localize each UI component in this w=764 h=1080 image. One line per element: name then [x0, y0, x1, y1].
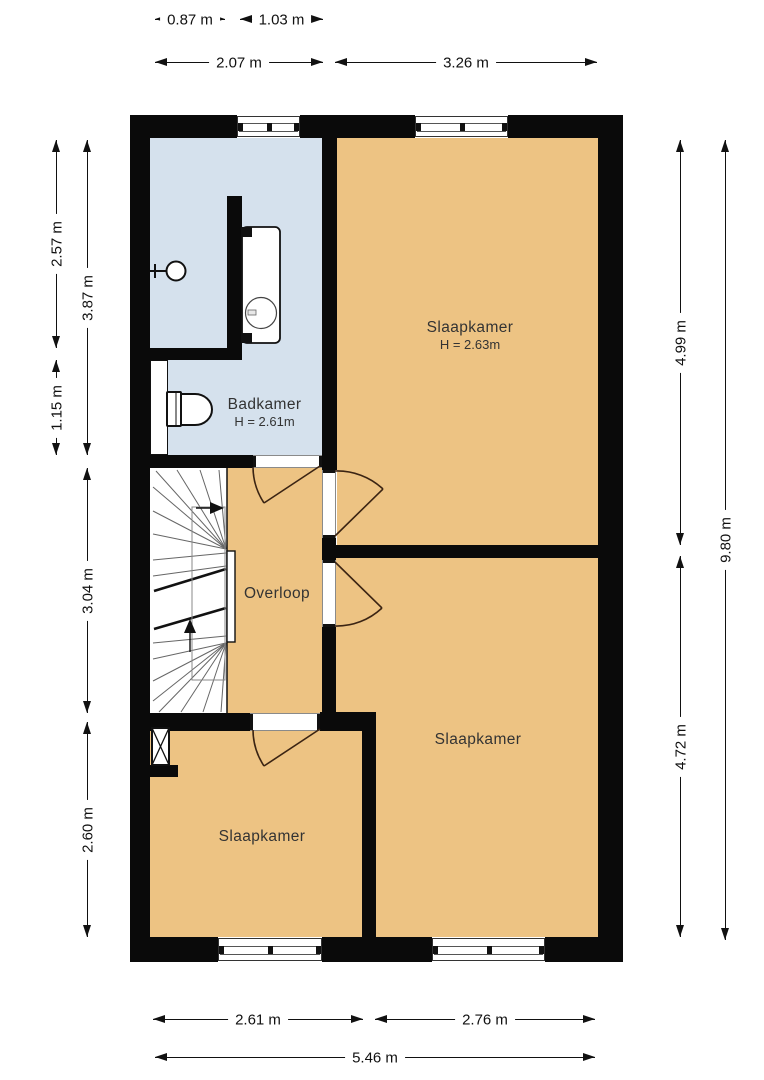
dim-top-left-section: 2.07 m [155, 55, 323, 71]
dim-bottom-right-bedroom: 2.76 m [375, 1012, 595, 1028]
room-label-bathroom: Badkamer H = 2.61m [227, 396, 302, 430]
room-label-overloop: Overloop [243, 585, 311, 602]
dim-right-top-bedroom: 4.99 m [673, 140, 689, 545]
shower-unit-icon [241, 227, 280, 343]
door-bedroom-bottom-left [253, 729, 320, 766]
door-bathroom [253, 466, 320, 503]
door-bedroom-bottom-right [335, 562, 382, 626]
dim-left-landing-zone: 3.04 m [80, 468, 96, 713]
dim-left-shower-zone: 2.57 m [49, 140, 65, 348]
room-label-bedroom-bottom-right: Slaapkamer [434, 731, 522, 748]
dim-left-bedroom-zone: 2.60 m [80, 722, 96, 937]
dim-left-bathroom-total: 3.87 m [80, 140, 96, 455]
dim-left-toilet-zone: 1.15 m [49, 360, 65, 455]
dim-top-wall-pier: 0.87 m [155, 12, 225, 28]
dim-bottom-total: 5.46 m [155, 1050, 595, 1066]
dim-top-window: 1.03 m [240, 12, 323, 28]
dim-top-right-section: 3.26 m [335, 55, 597, 71]
door-bedroom-top-right [335, 471, 383, 536]
dim-right-total: 9.80 m [718, 140, 734, 940]
dim-right-bottom-bedroom: 4.72 m [673, 556, 689, 937]
dim-bottom-left-bedroom: 2.61 m [153, 1012, 363, 1028]
room-label-bedroom-top-right: Slaapkamer H = 2.63m [426, 319, 514, 353]
door-swings [253, 466, 383, 766]
chimney-shaft-icon [152, 728, 169, 765]
room-label-bedroom-bottom-left: Slaapkamer [218, 828, 306, 845]
shower-head-icon [150, 262, 186, 281]
